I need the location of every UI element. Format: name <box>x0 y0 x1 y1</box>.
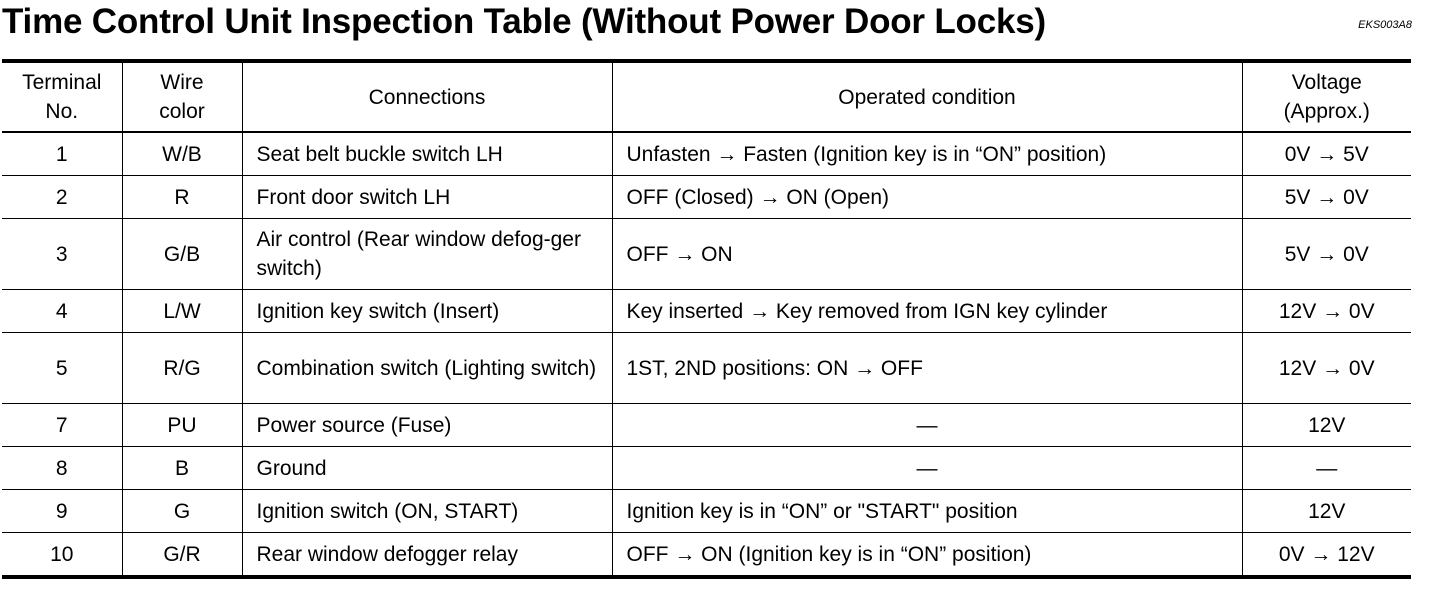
header-row <box>2 61 1411 132</box>
wire-color-cell: R/G <box>122 333 242 404</box>
voltage-cell: 12V → 0V <box>1242 290 1411 333</box>
connection-cell: Front door switch LH <box>242 176 612 219</box>
wire-color-cell: L/W <box>122 290 242 333</box>
wire-color-cell: G <box>122 490 242 533</box>
voltage-cell: 12V <box>1242 490 1411 533</box>
condition-cell: OFF → ON (Ignition key is in “ON” position) <box>612 533 1242 578</box>
header-operated-condition: Operated condition <box>612 61 1242 132</box>
connection-cell: Power source (Fuse) <box>242 404 612 447</box>
voltage-cell: 5V → 0V <box>1242 219 1411 290</box>
terminal-cell: 7 <box>2 404 122 447</box>
condition-cell: OFF (Closed) → ON (Open) <box>612 176 1242 219</box>
connection-cell: Seat belt buckle switch LH <box>242 132 612 176</box>
terminal-cell: 1 <box>2 132 122 176</box>
voltage-cell: 0V → 5V <box>1242 132 1411 176</box>
table-row <box>2 219 1411 290</box>
connection-cell: Ground <box>242 447 612 490</box>
terminal-cell: 2 <box>2 176 122 219</box>
table-row <box>2 490 1411 533</box>
wire-color-cell: R <box>122 176 242 219</box>
terminal-cell: 10 <box>2 533 122 578</box>
header-voltage: Voltage (Approx.) <box>1242 61 1411 132</box>
header-wire-color: Wire color <box>122 61 242 132</box>
voltage-cell: 0V → 12V <box>1242 533 1411 578</box>
inspection-table <box>2 59 1411 579</box>
wire-color-cell: B <box>122 447 242 490</box>
wire-color-cell: G/B <box>122 219 242 290</box>
connection-cell: Ignition key switch (Insert) <box>242 290 612 333</box>
terminal-cell: 5 <box>2 333 122 404</box>
condition-cell: Ignition key is in “ON” or "START" position <box>612 490 1242 533</box>
table-row <box>2 290 1411 333</box>
terminal-cell: 4 <box>2 290 122 333</box>
page-title: Time Control Unit Inspection Table (Without Power Door Locks) <box>2 2 1046 41</box>
header-connections: Connections <box>242 61 612 132</box>
voltage-cell: 12V → 0V <box>1242 333 1411 404</box>
header-terminal: Terminal No. <box>2 61 122 132</box>
condition-cell: — <box>612 404 1242 447</box>
connection-cell: Air control (Rear window defog-ger switch) <box>242 219 612 290</box>
condition-cell: Unfasten → Fasten (Ignition key is in “ON” position) <box>612 132 1242 176</box>
connection-cell: Rear window defogger relay <box>242 533 612 578</box>
connection-cell: Combination switch (Lighting switch) <box>242 333 612 404</box>
table-row <box>2 404 1411 447</box>
voltage-cell: 5V → 0V <box>1242 176 1411 219</box>
wire-color-cell: G/R <box>122 533 242 578</box>
table-row <box>2 176 1411 219</box>
condition-cell: 1ST, 2ND positions: ON → OFF <box>612 333 1242 404</box>
condition-cell: OFF → ON <box>612 219 1242 290</box>
terminal-cell: 3 <box>2 219 122 290</box>
terminal-cell: 9 <box>2 490 122 533</box>
terminal-cell: 8 <box>2 447 122 490</box>
table-row <box>2 533 1411 578</box>
wire-color-cell: PU <box>122 404 242 447</box>
condition-cell: — <box>612 447 1242 490</box>
table-row <box>2 132 1411 176</box>
voltage-cell: — <box>1242 447 1411 490</box>
table-row <box>2 333 1411 404</box>
condition-cell: Key inserted → Key removed from IGN key cylinder <box>612 290 1242 333</box>
connection-cell: Ignition switch (ON, START) <box>242 490 612 533</box>
table-row <box>2 447 1411 490</box>
document-code: EKS003A8 <box>1358 19 1412 31</box>
voltage-cell: 12V <box>1242 404 1411 447</box>
wire-color-cell: W/B <box>122 132 242 176</box>
